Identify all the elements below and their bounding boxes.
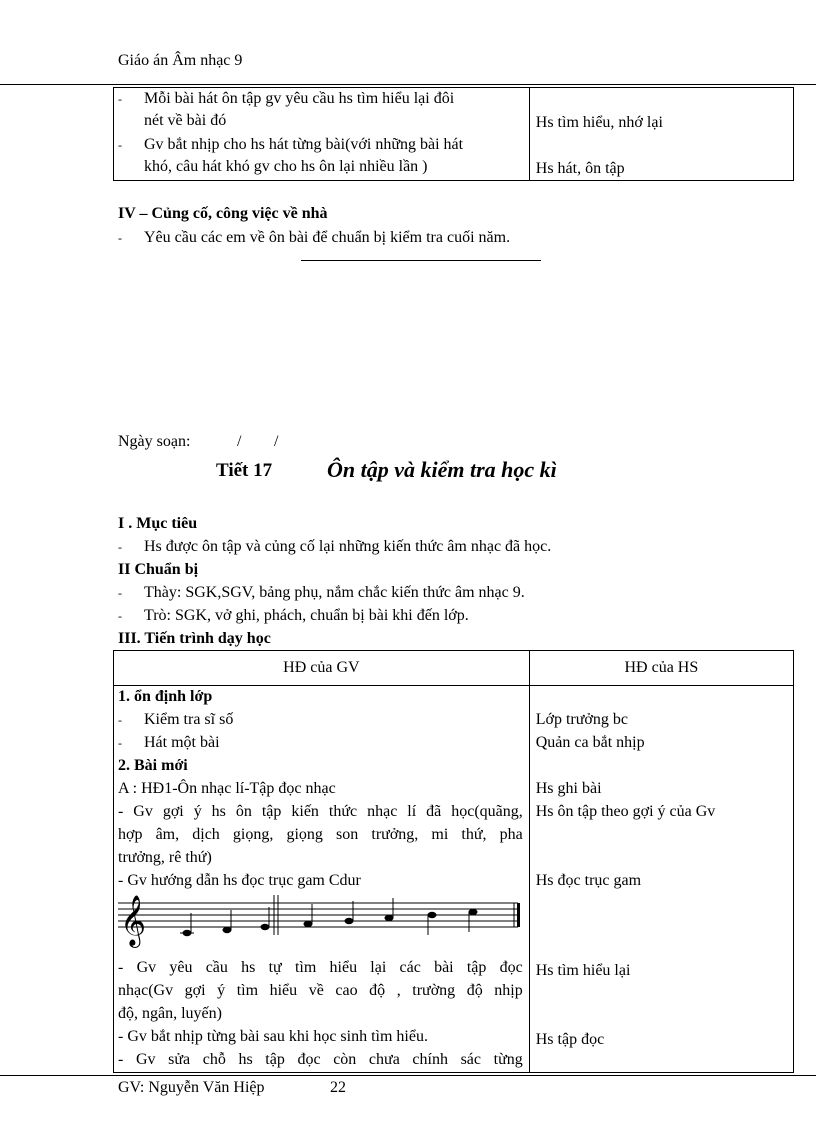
lesson-title: Ôn tập và kiểm tra học kì [327, 457, 557, 482]
list-item: - Gv bắt nhịp cho hs hát từng bài(với những bài hát [118, 136, 464, 153]
list-item: - Hát một bài [118, 734, 220, 751]
step-heading: 2. Bài mới [118, 757, 188, 774]
paragraph-line: - Gv bắt nhịp từng bài sau khi học sinh tìm hiểu. [118, 1028, 428, 1045]
section-iii-heading: III. Tiến trình dạy học [118, 630, 271, 647]
section-i-heading: I . Mục tiêu [118, 515, 198, 532]
period-label: Tiết 17 [216, 460, 273, 481]
list-item: - Kiểm tra sĩ số [118, 711, 234, 728]
header-rule [0, 84, 816, 85]
step-heading: 1. ổn định lớp [118, 688, 213, 705]
section-iv-item: - Yêu cầu các em về ôn bài để chuẩn bị kiểm tra cuối năm. [118, 229, 511, 246]
date-label: Ngày soạn: [118, 433, 191, 450]
hs-response: Quản ca bắt nhịp [535, 734, 645, 751]
note-d [223, 927, 232, 933]
activity-table [113, 650, 794, 1073]
hs-cell [529, 88, 793, 181]
list-item: - Mỗi bài hát ôn tập gv yêu cầu hs tìm hiểu lại đôi [118, 90, 455, 107]
paragraph-line: hợp âm, dịch giọng, giọng son trưởng, mi thứ, pha [118, 826, 523, 843]
hs-response: Lớp trưởng bc [535, 711, 628, 728]
paragraph-line: trưởng, rê thứ) [118, 849, 212, 866]
treble-clef-icon: 𝄞 [120, 895, 147, 946]
page-number: 22 [330, 1079, 346, 1096]
paragraph-line: - Gv sửa chỗ hs tập đọc còn chưa chính sác từng [118, 1051, 523, 1068]
footer-rule [0, 1075, 816, 1076]
table-header-hs: HĐ của HS [529, 651, 793, 686]
section-iv-heading: IV – Củng cố, công việc về nhà [118, 205, 328, 222]
c-major-scale-staff [118, 891, 524, 955]
activity-table-continued [113, 87, 794, 181]
section-ii-item: - Thày: SGK,SGV, bảng phụ, nắm chắc kiến thức âm nhạc 9. [118, 584, 525, 601]
hs-response: Hs tìm hiểu, nhớ lại [535, 114, 663, 131]
date-separator: / [274, 433, 279, 450]
hs-response: Hs đọc trục gam [535, 872, 642, 889]
page-header: Giáo án Âm nhạc 9 [118, 52, 243, 69]
hs-response: Hs tìm hiểu lại [535, 962, 631, 979]
section-ii-item: - Trò: SGK, vở ghi, phách, chuẩn bị bài khi đến lớp. [118, 607, 469, 624]
list-item-continued: khó, câu hát khó gv cho hs ôn lại nhiều lần ) [144, 158, 428, 175]
date-separator: / [237, 433, 242, 450]
hs-response: Hs ghi bài [535, 780, 602, 797]
table-header-gv: HĐ của GV [114, 651, 530, 686]
paragraph-line: - Gv hướng dẫn hs đọc trục gam Cdur [118, 872, 361, 889]
hs-activities-cell [529, 686, 793, 1073]
paragraph-line: nhạc(Gv gợi ý tìm hiểu về cao độ , trường độ nhịp [118, 982, 523, 999]
section-ii-heading: II Chuẩn bị [118, 561, 199, 578]
note-c [183, 930, 192, 936]
list-item-continued: nét về bài đó [144, 112, 227, 129]
footer-author: GV: Nguyễn Văn Hiệp [118, 1079, 265, 1096]
note-e [261, 924, 270, 930]
note-f [304, 921, 313, 927]
note-b [428, 912, 437, 918]
gv-activities-cell [114, 686, 530, 1073]
note-c-high [469, 909, 478, 915]
section-i-item: - Hs được ôn tập và củng cố lại những kiến thức âm nhạc đã học. [118, 538, 552, 555]
paragraph-line: - Gv yêu cầu hs tự tìm hiểu lại các bài tập đọc [118, 959, 523, 976]
note-a [385, 915, 394, 921]
hs-response: Hs tập đọc [535, 1031, 605, 1048]
paragraph-line: - Gv gợi ý hs ôn tập kiến thức nhạc lí đã học(quãng, [118, 803, 523, 820]
activity-title: A : HĐ1-Ôn nhạc lí-Tập đọc nhạc [118, 780, 336, 797]
gv-cell [114, 88, 530, 181]
paragraph-line: độ, ngân, luyến) [118, 1005, 222, 1022]
hs-response: Hs ôn tập theo gợi ý của Gv [535, 803, 716, 820]
note-g [345, 918, 354, 924]
hs-response: Hs hát, ôn tập [535, 160, 625, 177]
section-divider [301, 260, 541, 261]
